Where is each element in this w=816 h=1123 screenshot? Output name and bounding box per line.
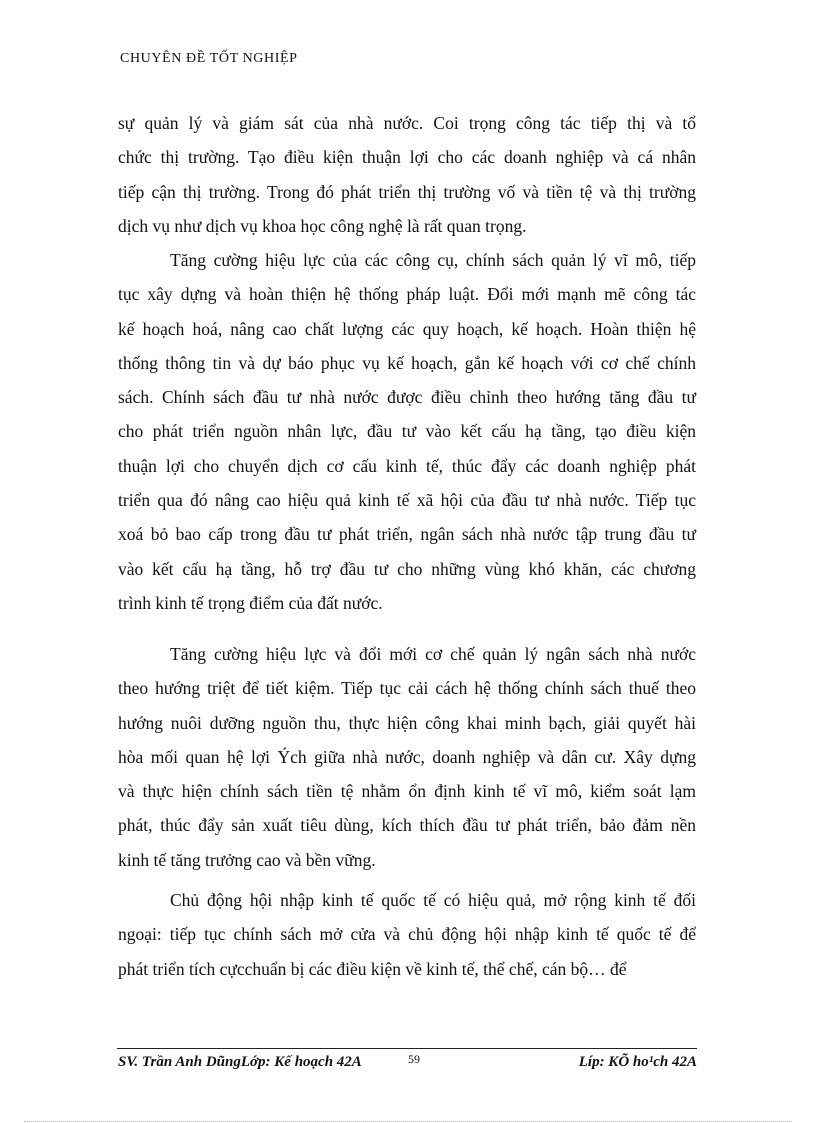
- text-line: dịch vụ như dịch vụ khoa học công nghệ là rất quan trọng.: [118, 215, 527, 236]
- text-line: tiếp cận thị trường. Trong đó phát triển thị trường vố và tiền tệ và thị trường: [118, 181, 696, 202]
- text-line: chức thị trường. Tạo điều kiện thuận lợi cho các doanh nghiệp và cá nhân: [118, 147, 696, 168]
- text-line: vào kết cấu hạ tầng, hỗ trợ đầu tư cho những vùng khó khăn, các chương: [118, 558, 696, 579]
- paragraph-1: [118, 106, 696, 243]
- text-line: phát, thúc đẩy sản xuất tiêu dùng, kích thích đầu tư phát triển, bảo đảm nền: [118, 815, 696, 836]
- text-line: trình kinh tế trọng điểm của đất nước.: [118, 592, 383, 613]
- text-line: kế hoạch hoá, nâng cao chất lượng các quy hoạch, kế hoạch. Hoàn thiện hệ: [118, 318, 696, 339]
- text-line: Tăng cường hiệu lực và đổi mới cơ chế quản lý ngân sách nhà nước: [170, 644, 696, 664]
- text-line: tục xây dựng và hoàn thiện hệ thống pháp luật. Đổi mới mạnh mẽ công tác: [118, 284, 696, 305]
- text-line: cho phát triển nguồn nhân lực, đầu tư vào kết cấu hạ tầng, tạo điều kiện: [118, 421, 696, 442]
- text-line: ngoại: tiếp tục chính sách mở cửa và chủ động hội nhập kinh tế quốc tế để: [118, 924, 696, 945]
- text-line: và thực hiện chính sách tiền tệ nhằm ổn định kinh tế vĩ mô, kiểm soát lạm: [118, 781, 696, 802]
- text-line: Tăng cường hiệu lực của các công cụ, chính sách quản lý vĩ mô, tiếp: [170, 250, 696, 270]
- text-line: thống thông tin và dự báo phục vụ kế hoạch, gắn kế hoạch với cơ chế chính: [118, 352, 696, 373]
- text-line: triển qua đó nâng cao hiệu quả kinh tế xã hội của đầu tư nhà nước. Tiếp tục: [118, 490, 696, 511]
- text-line: hướng nuôi dưỡng nguồn thu, thực hiện công khai minh bạch, giải quyết hài: [118, 712, 696, 733]
- text-line: hòa mối quan hệ lợi Ých giữa nhà nước, doanh nghiệp và dân cư. Xây dựng: [118, 746, 696, 767]
- page-number: 59: [408, 1052, 420, 1066]
- paragraph-2: [118, 243, 696, 620]
- footer-author: SV. Trần Anh DũngLớp: Kế hoạch 42A: [118, 1054, 362, 1070]
- document-header: CHUYÊN ĐỀ TỐT NGHIỆP: [120, 51, 298, 66]
- footer-divider: [117, 1048, 697, 1049]
- text-line: Chủ động hội nhập kinh tế quốc tế có hiệu quả, mở rộng kinh tế đối: [170, 890, 696, 910]
- text-line: sách. Chính sách đầu tư nhà nước được điều chỉnh theo hướng tăng đầu tư: [118, 387, 696, 408]
- page-bottom-dotted-line: [24, 1121, 792, 1122]
- text-line: thuận lợi cho chuyển dịch cơ cấu kinh tế, thúc đẩy các doanh nghiệp phát: [118, 455, 696, 476]
- footer-class: Líp: KÕ ho¹ch 42A: [578, 1054, 697, 1070]
- text-line: theo hướng triệt để tiết kiệm. Tiếp tục cải cách hệ thống chính sách thuế theo: [118, 678, 696, 699]
- paragraph-4: [118, 883, 696, 986]
- text-line: kinh tế tăng trưởng cao và bền vững.: [118, 849, 376, 870]
- text-line: xoá bỏ bao cấp trong đầu tư phát triển, ngân sách nhà nước tập trung đầu tư: [118, 524, 696, 545]
- text-line: sự quản lý và giám sát của nhà nước. Coi trọng công tác tiếp thị và tổ: [118, 113, 696, 133]
- text-line: phát triển tích cựcchuẩn bị các điều kiện về kinh tế, thể chế, cán bộ… để: [118, 958, 627, 979]
- paragraph-3: [118, 637, 696, 877]
